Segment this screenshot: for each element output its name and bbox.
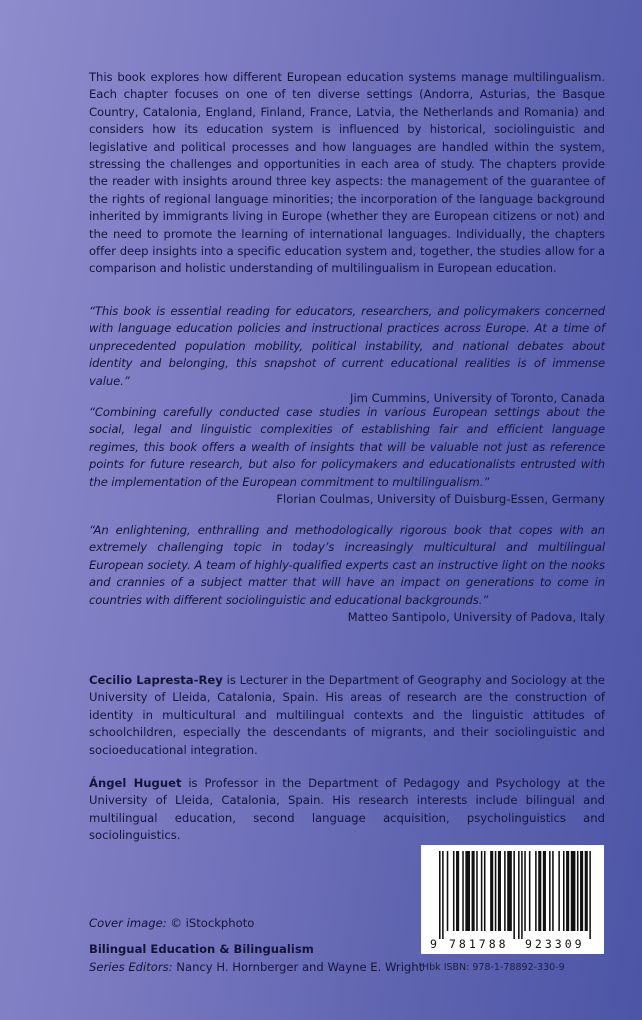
barcode-bar — [498, 851, 501, 931]
author-bios — [89, 672, 605, 843]
barcode-lead-digit: 9 — [430, 937, 437, 951]
barcode-bar — [543, 851, 546, 931]
barcode-bar — [447, 851, 449, 931]
barcode-graphic — [421, 845, 604, 954]
barcode-bar — [456, 851, 459, 931]
barcode-bar — [538, 851, 541, 931]
endorsement-attribution: Jim Cummins, University of Toronto, Canada — [350, 391, 605, 406]
endorsement-quote: “This book is essential reading for educators, researchers, and policymakers concerned with language education policies and instructional practices across Europe. At a time of unprecedented population mobility, political instability, and national debates about identity and belonging, this snapshot of current educational realities is of immense value.” — [89, 304, 605, 388]
endorsement-attribution: Florian Coulmas, University of Duisburg-Essen, Germany — [276, 492, 605, 507]
barcode-bar — [490, 851, 493, 931]
barcode-bar — [472, 851, 475, 931]
series-editors-label: Series Editors: — [89, 960, 173, 974]
author-bio-text: is Lecturer in the Department of Geography and Sociology at the University of Lleida, Catalonia, Spain. His areas of research are the construction of identity in multicultural and multilingual contexts and the linguistic attitudes of schoolchildren, especially the descendants of migrants, and their sociolinguistic and socioeducational integration. — [89, 673, 605, 757]
series-editors-names: Nancy H. Hornberger and Wayne E. Wright — [172, 960, 424, 974]
barcode-bar — [571, 851, 576, 931]
author-name: Ángel Huguet — [89, 776, 182, 790]
barcode-bar — [558, 851, 560, 931]
author-bio — [89, 672, 605, 759]
barcode-bar — [580, 851, 583, 931]
barcode-bar — [507, 851, 512, 931]
endorsement-quote: “An enlightening, enthralling and methodologically rigorous book that copes with an extremely challenging topic in today’s increasingly multicultural and multilingual European society. A team of highly-qualified experts cast an instructive light on the nooks and crannies of a subject matter that will have an impact on generations to come in countries with different sociolinguistic and educational backgrounds.” — [89, 523, 605, 607]
barcode-bar — [513, 851, 515, 939]
endorsement-quote: “Combining carefully conducted case studies in various European settings about the social, legal and linguistic complexities of establishing fair and efficient language regimes, this book offers a wealth of insights that will be valuable not just as reference points for future research, but also for policymakers and educationalists entrusted with the implementation of the European commitment to multilingualism.” — [89, 405, 605, 489]
author-bio — [89, 775, 605, 845]
barcode-bars — [439, 851, 591, 939]
endorsement — [89, 522, 605, 626]
author-name: Cecilio Lapresta-Rey — [89, 673, 223, 687]
cover-credit-text: © iStockphoto — [166, 916, 255, 930]
barcode-bar — [495, 851, 497, 931]
barcode-bar — [453, 851, 455, 931]
barcode-bar — [524, 851, 526, 931]
cover-credit-label: Cover image: — [89, 916, 167, 930]
barcode-bar — [462, 851, 464, 931]
barcode-bar — [552, 851, 554, 931]
cover-image-credit — [89, 916, 254, 930]
barcode-bar — [476, 851, 478, 931]
barcode-digits-right: 923309 — [525, 937, 585, 951]
barcode-bar — [585, 851, 588, 931]
isbn-barcode — [421, 845, 604, 954]
barcode-bar — [549, 851, 551, 931]
endorsement — [89, 303, 605, 407]
barcode-bar — [577, 851, 579, 931]
barcode-bar — [518, 851, 520, 939]
barcode-digits-left: 781788 — [449, 937, 509, 951]
barcode-bar — [535, 851, 537, 931]
endorsement-attribution: Matteo Santipolo, University of Padova, Italy — [347, 610, 605, 625]
series-title: Bilingual Education & Bilingualism — [89, 942, 314, 956]
barcode-bar — [465, 851, 470, 931]
author-bio-text: is Professor in the Department of Pedagogy and Psychology at the University of Lleida, Catalonia, Spain. His research interests include bilingual and multilingual education, second language acquisition, psycholinguistics and sociolinguistics. — [89, 776, 605, 843]
barcode-bar — [504, 851, 506, 931]
barcode-bar — [566, 851, 569, 931]
barcode-bar — [563, 851, 565, 931]
barcode-bar — [529, 851, 531, 931]
isbn-text: Hbk ISBN: 978-1-78892-330-9 — [422, 962, 565, 973]
barcode-bar — [589, 851, 591, 939]
endorsement — [89, 404, 605, 508]
barcode-bar — [439, 851, 441, 939]
barcode-bar — [442, 851, 444, 939]
barcode-bar — [481, 851, 483, 931]
series-editors — [89, 960, 423, 974]
book-blurb: This book explores how different European education systems manage multilingualism. Each chapter focuses on one of ten diverse settings (Andorra, Asturias, the Basque Country, Catalonia, England, Finland, France, Latvia, the Netherlands and Romania) and considers how its education system is influenced by historical, sociolinguistic and legislative and political processes and how languages are handled within the system, stressing the challenges and opportunities in each area of study. The chapters provide the reader with insights around three key aspects: the management of the guarantee of the rights of regional language minorities; the incorporation of the language background inherited by immigrants living in Europe (whether they are European citizens or not) and the need to promote the learning of international languages. Individually, the chapters offer deep insights into a specific education system and, together, the studies allow for a comparison and holistic understanding of multilingualism in European education. — [89, 70, 605, 276]
barcode-bar — [484, 851, 486, 931]
barcode-bar — [521, 851, 523, 939]
